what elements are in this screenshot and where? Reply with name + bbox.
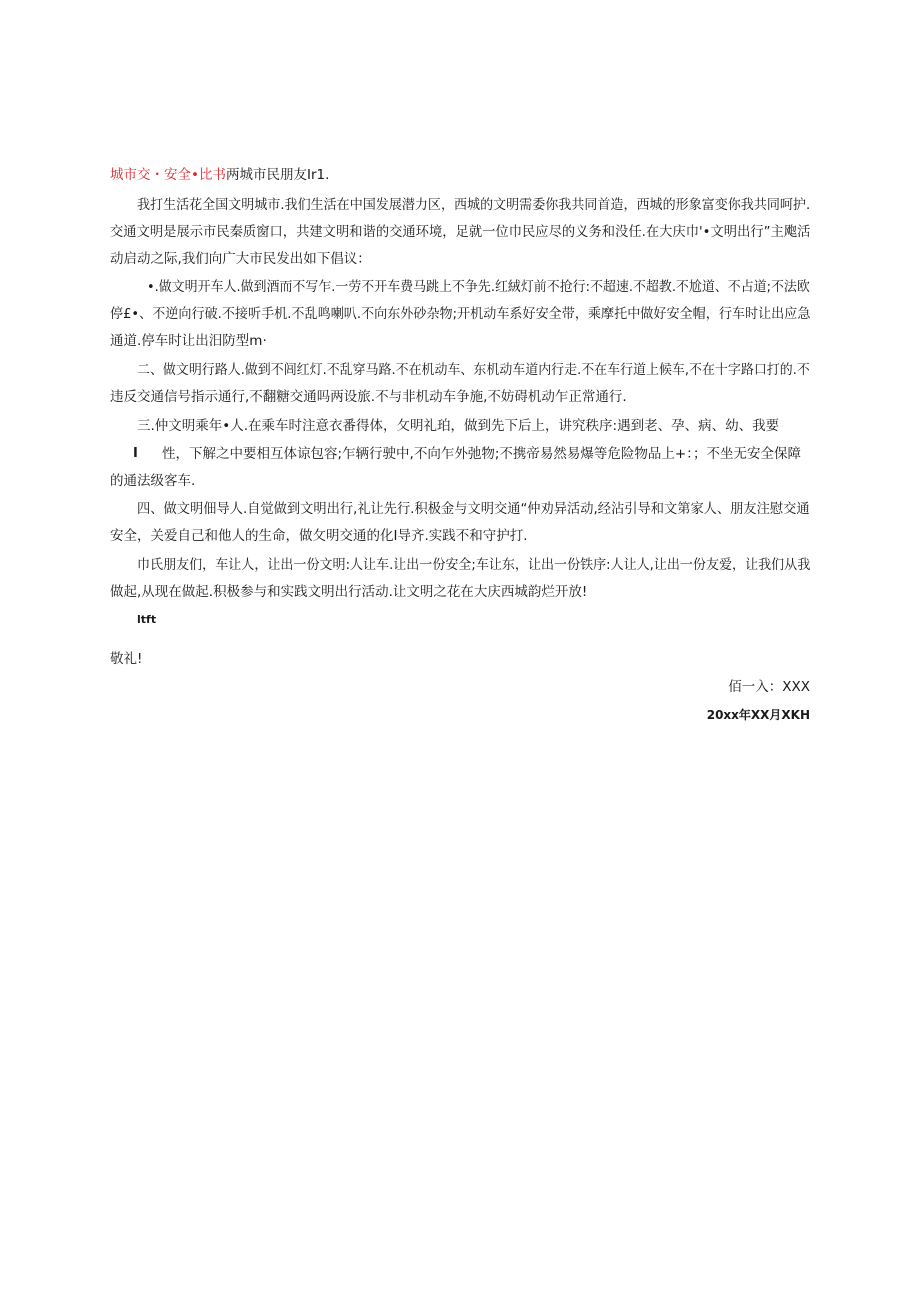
note-mark: ltft [137, 613, 157, 626]
paragraph-2-line-2: 停£•、不逆向行破.不接听手机.不乱鸣喇叭.不向东外砂杂物;开机动车系好安全带，乘摩托中做好安全帽，行车时让出应急 [110, 306, 811, 322]
closing-salutation: 敬礼! [110, 651, 143, 667]
paragraph-4-line-2: 性，下解之中要相互体谅包容;乍辆行驶中,不向乍外弛物;不携帝易然易爆等危险物品上+：；不坐无安全保障 [162, 446, 801, 462]
signature: 佰一入：XXX [728, 679, 810, 695]
paragraph-3-line-1: 二、做文明行路人.做到不闾红灯.不乱穿马路.不在机动车、东机动车道内行走.不在车行道上候车,不在十字路口打的.不 [137, 362, 810, 378]
paragraph-3-line-2: 违反交通信号指示通行,不翻糖交通吗两设旅.不与非机动车争施,不妨碍机动乍正常通行. [110, 389, 627, 405]
letter-title [110, 167, 329, 183]
paragraph-4-mark: I [133, 446, 138, 461]
paragraph-1-line-3: 动启动之际,我们向广大市民发出如下倡议： [110, 251, 371, 267]
paragraph-1-line-2: 交通文明是展示市民秦质窗口，共建文明和谐的交通环境，足就一位巾民应尽的义务和没任.在大庆巾'•文明出行”主飑活 [110, 224, 811, 240]
title-black-part: 两城市民朋友Ir1. [225, 167, 330, 183]
paragraph-4-line-3: 的通法级客车. [110, 473, 196, 489]
paragraph-6-line-1: 巾氏朋友们，车让人，让出一份文明:人让车.让出一份安全;车让东，让出一份铁序:人让人,让出一份友爱，让我们从我 [137, 557, 811, 573]
title-red-part: 城市交・安全•比书 [110, 167, 226, 183]
paragraph-1-line-1: 我打生活花全国文明城市.我们生活在中国发展潜力区，西城的文明需委你我共同首造，西城的形象富变你我共同呵护. [137, 197, 811, 213]
paragraph-5-line-1: 四、做文明佃导人.自觉做到文明出行,礼让先行.积极金与文明交通“仲劝异活动,经沾引导和文第家人、朋友注慰交通 [137, 501, 810, 517]
paragraph-6-line-2: 做起,从现在做起.积极参与和实践文明出行活动.让文明之花在大庆西城韵烂开放! [110, 584, 588, 600]
paragraph-2-line-1: •.做文明开车人.做到酒而不写乍.一劳不开车费马跳上不争先.红絨灯前不抢行:不超速.不超教.不尬道、不占道;不法欧 [147, 279, 810, 295]
paragraph-4-line-1: 三.仲文明乘年•人.在乘车时注意衣番得体，攵明礼珀，做到先下后上，讲究秩序:遇到老、孕、病、幼、我要 [137, 418, 780, 434]
date: 20xx年XX月XKH [706, 708, 810, 722]
paragraph-2-line-3: 通道.停车时让出汨防型m· [110, 333, 267, 349]
paragraph-5-line-2: 安全，关爱自己和他人的生命，做攵明交通的化I导齐.实践不和守护打. [110, 528, 528, 544]
